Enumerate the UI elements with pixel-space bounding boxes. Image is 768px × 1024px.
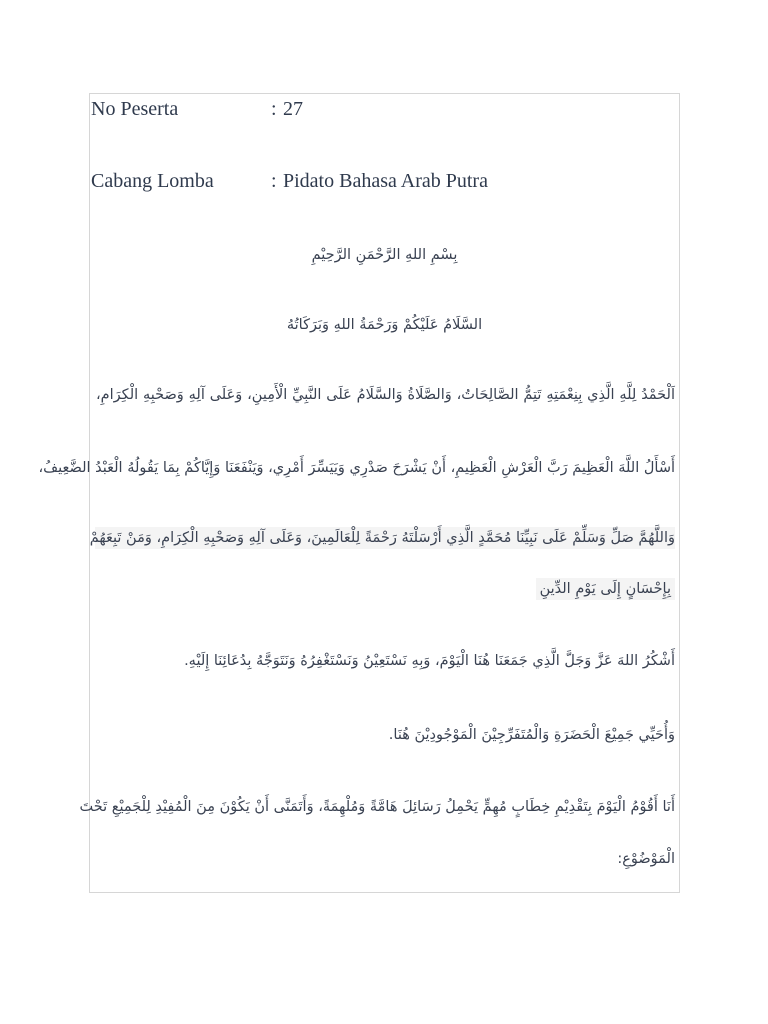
- no-peserta-label: No Peserta: [91, 98, 179, 120]
- no-peserta-separator: :: [271, 98, 277, 120]
- prayer-paragraph: أَسْأَلُ اللَّهَ الْعَظِيمَ رَبَّ الْعَرْشِ الْعَظِيمِ، أَنْ يَشْرَحَ صَدْرِي وَيَيَسِّرَ أَمْرِي، وَيَنْفَعَنَا وَإِيَّاكُمْ بِمَا يَقُولُهُ الْعَبْدُ الضَّعِيفُ،: [38, 460, 675, 476]
- gratitude-paragraph: أَشْكُرُ اللهَ عَزَّ وَجَلَّ الَّذِي جَمَعَنَا هُنَا الْيَوْمَ، وَبِهِ نَسْتَعِيْنُ وَنَسْتَغْفِرُهُ وَنَتَوَجَّهُ بِدُعَائِنَا إِلَيْهِ.: [184, 653, 675, 669]
- salawat-paragraph-line-2: بِإِحْسَانٍ إِلَى يَوْمِ الدِّينِ: [536, 578, 675, 600]
- greeting-paragraph: وَأُحَيِّي جَمِيْعَ الْحَضَرَةِ وَالْمُتَفَرِّجِيْنَ الْمَوْجُودِيْنَ هُنَا.: [388, 727, 675, 743]
- no-peserta-value: 27: [283, 98, 303, 120]
- no-peserta-row: [91, 96, 303, 122]
- document-page: [38, 93, 680, 893]
- hamd-paragraph: اَلْحَمْدُ لِلَّهِ الَّذِي بِنِعْمَتِهِ تَتِمُّ الصَّالِحَاتُ، وَالصَّلَاةُ وَالسَّلَامُ عَلَى النَّبِيِّ الْأَمِينِ، وَعَلَى آلِهِ وَصَحْبِهِ الْكِرَامِ،: [96, 387, 675, 403]
- basmalah-line: بِسْمِ اللهِ الرَّحْمَنِ الرَّحِيْمِ: [311, 247, 458, 263]
- intro-paragraph-line-2: الْمَوْضُوْعِ:: [617, 851, 675, 867]
- salam-line: السَّلَامُ عَلَيْكُمْ وَرَحْمَةُ اللهِ وَبَرَكَاتُهُ: [286, 317, 483, 333]
- cabang-lomba-row: [91, 168, 488, 194]
- salawat-paragraph-line-1: وَاللَّهُمَّ صَلِّ وَسَلِّمْ عَلَى نَبِيِّنَا مُحَمَّدٍ الَّذِي أَرْسَلْتَهُ رَحْمَةً لِلْعَالَمِينَ، وَعَلَى آلِهِ وَصَحْبِهِ الْكِرَامِ، وَمَنْ تَبِعَهُمْ: [95, 527, 675, 549]
- cabang-lomba-label: Cabang Lomba: [91, 170, 214, 192]
- cabang-lomba-value: Pidato Bahasa Arab Putra: [283, 170, 488, 192]
- cabang-lomba-separator: :: [271, 170, 277, 192]
- intro-paragraph-line-1: أَنَا أَقُوْمُ الْيَوْمَ بِتَقْدِيْمِ خِطَابٍ مُهِمٍّ يَحْمِلُ رَسَائِلَ هَامَّةً وَمُلْهِمَةً، وَأَتَمَنَّى أَنْ يَكُوْنَ مِنَ الْمُفِيْدِ لِلْجَمِيْعِ تَحْتَ: [79, 799, 675, 815]
